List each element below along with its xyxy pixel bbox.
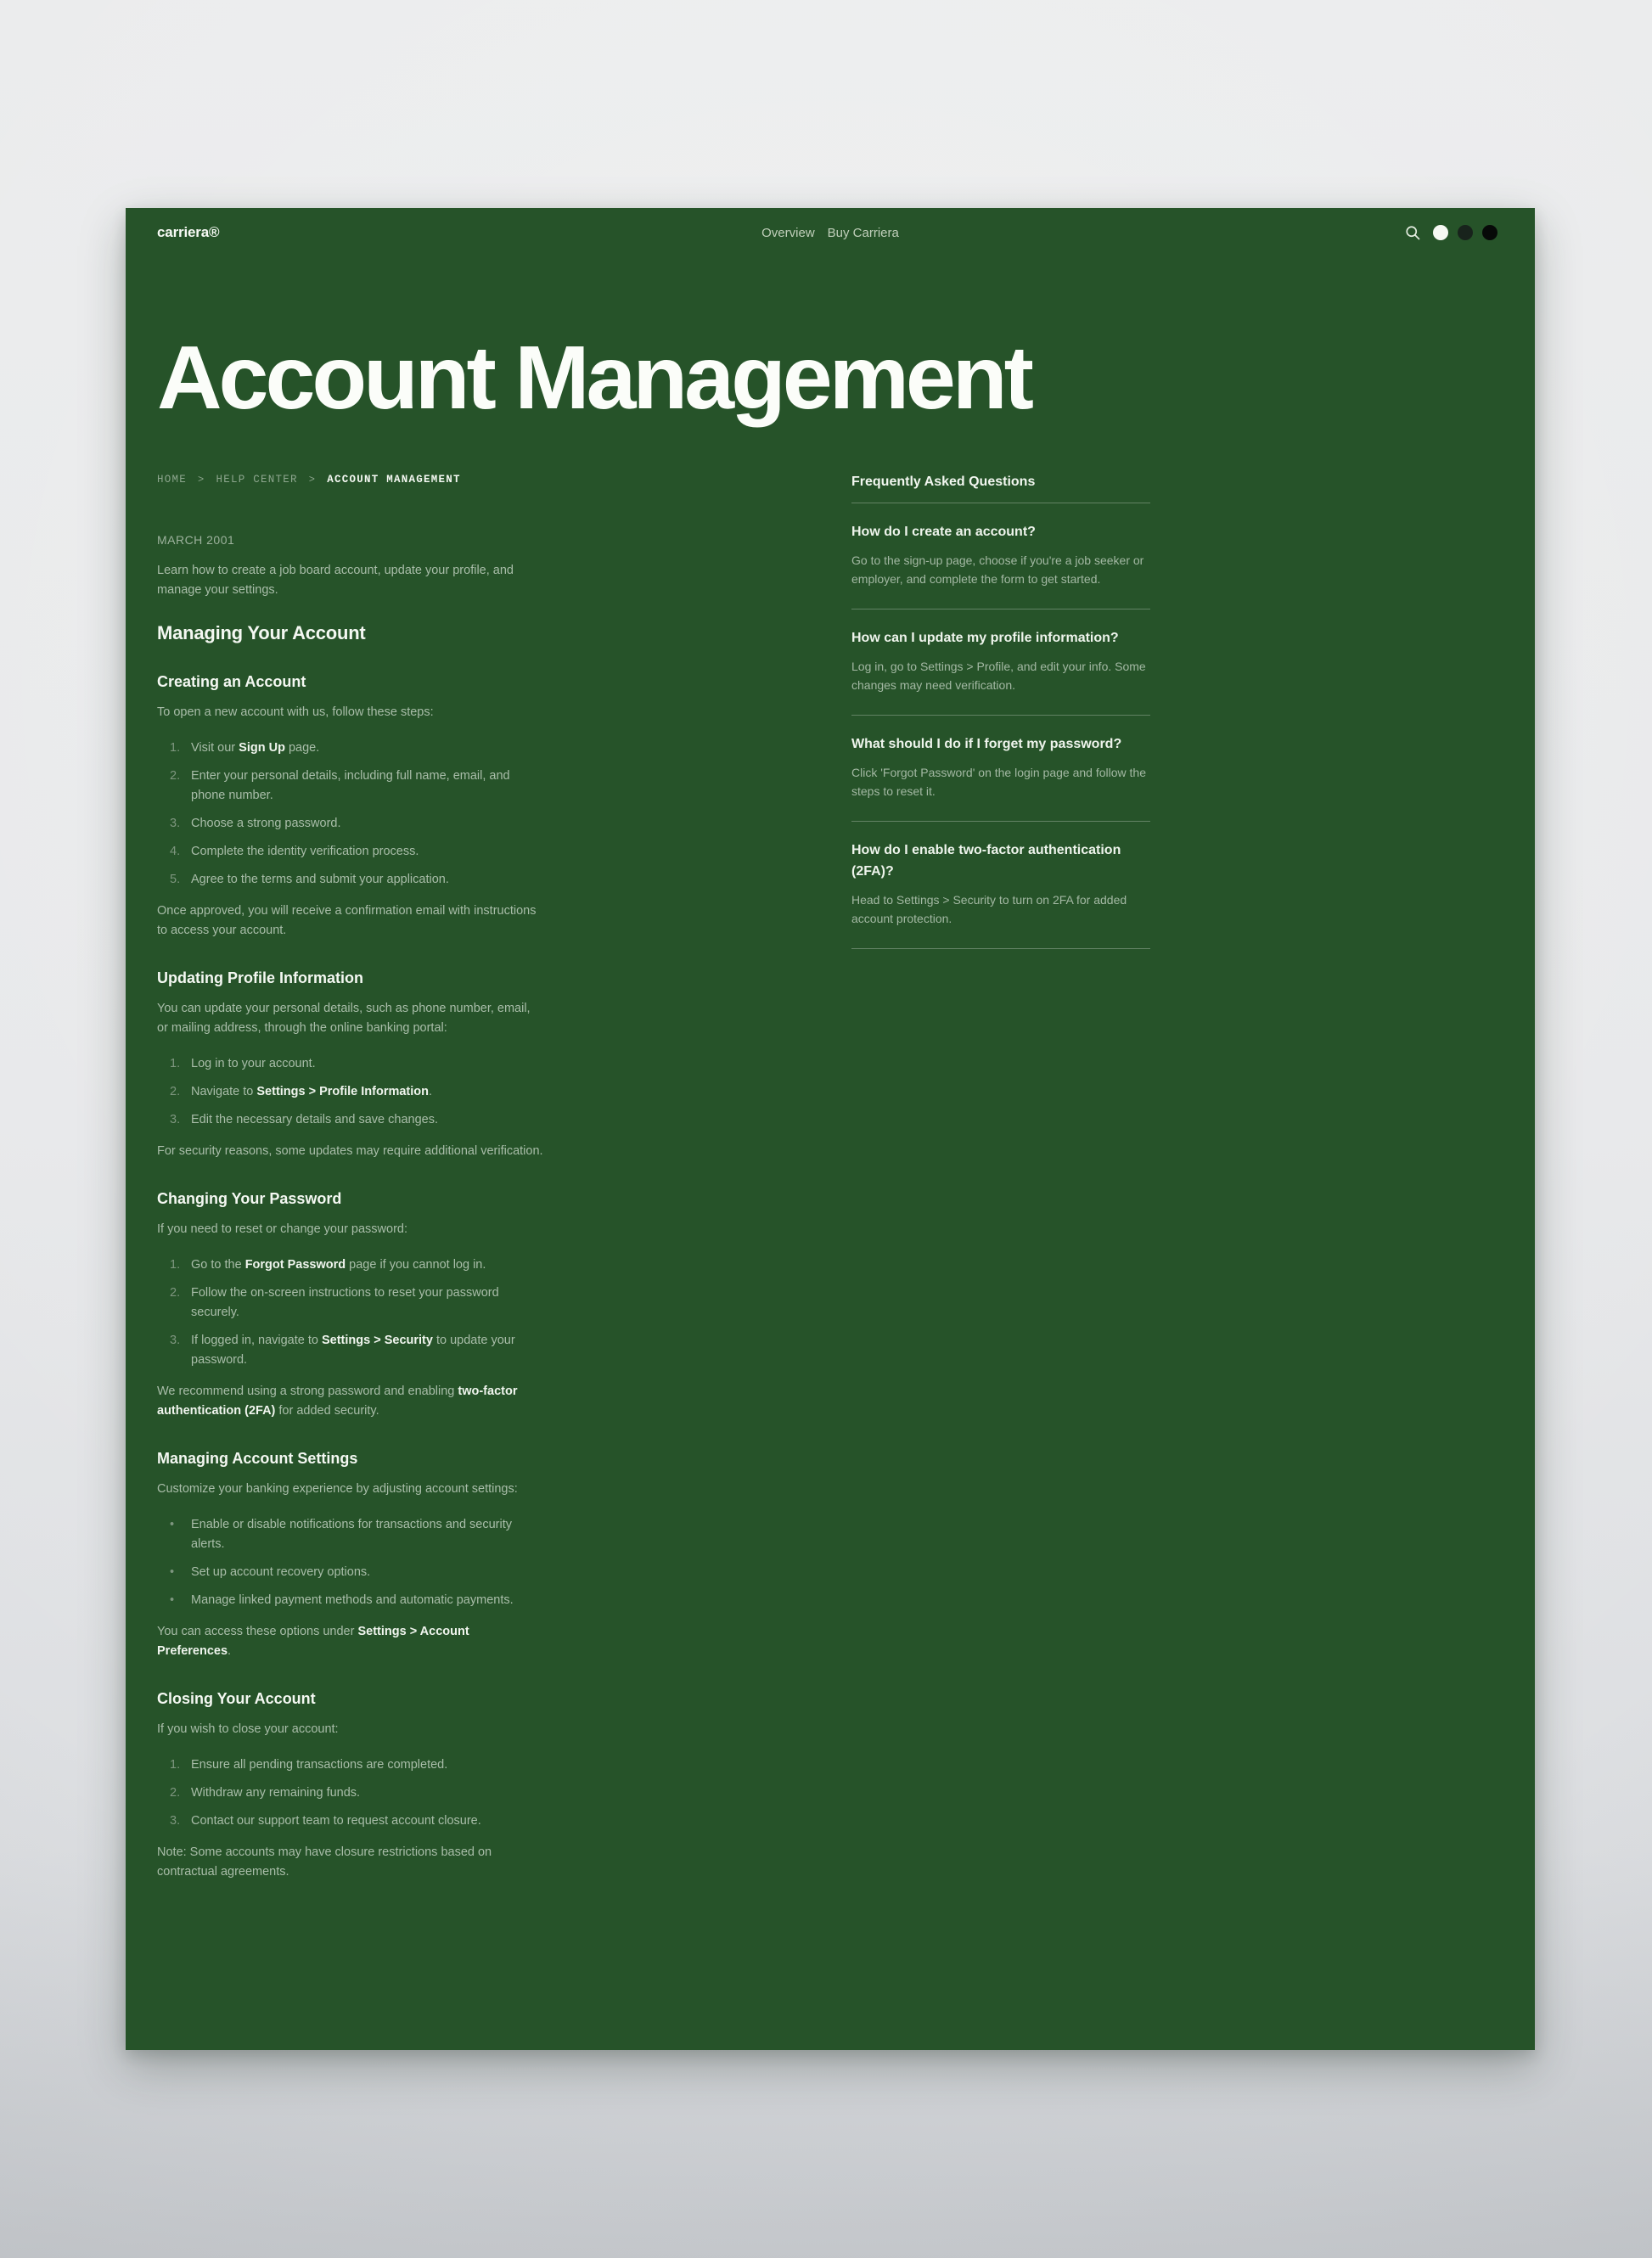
bullet-list-item bbox=[157, 1515, 543, 1554]
inline-bold-text: Forgot Password bbox=[244, 1257, 346, 1272]
list-item-text bbox=[191, 1563, 543, 1582]
article-section bbox=[157, 1190, 543, 1421]
faq-answer: Go to the sign-up page, choose if you're a job seeker or employer, and complete the form to get started. bbox=[851, 553, 1144, 586]
breadcrumb-item-home[interactable]: HOME bbox=[157, 473, 188, 486]
theme-swatch-dark-green[interactable] bbox=[1458, 225, 1473, 240]
breadcrumb-separator-icon: > bbox=[198, 473, 205, 486]
search-icon[interactable] bbox=[1404, 224, 1421, 241]
article-date: MARCH 2001 bbox=[157, 532, 235, 547]
ordered-list-item bbox=[157, 1755, 543, 1775]
inline-text: Navigate to bbox=[191, 1084, 257, 1098]
article-intro: Learn how to create a job board account, update your profile, and manage your settings. bbox=[157, 563, 514, 597]
article-section bbox=[157, 969, 543, 1161]
ordered-list-item bbox=[157, 1331, 543, 1370]
inline-text: You can update your personal details, such as phone number, email, or mailing address, through the online banking portal: bbox=[157, 1001, 531, 1035]
paragraph bbox=[157, 1720, 543, 1739]
inline-bold-text: two-factor authentication (2FA) bbox=[157, 1384, 518, 1418]
list-number: 1. bbox=[170, 1257, 181, 1272]
paragraph bbox=[157, 999, 543, 1038]
list-number: 4. bbox=[170, 844, 181, 858]
bullet-icon: • bbox=[170, 1564, 175, 1579]
page-title: Account Management bbox=[157, 328, 1031, 428]
inline-text: Visit our bbox=[191, 740, 239, 755]
inline-text: Note: Some accounts may have closure restrictions based on contractual agreements. bbox=[157, 1845, 492, 1879]
ordered-list-item bbox=[157, 1783, 543, 1803]
bullet-list-item bbox=[157, 1591, 543, 1610]
list-number: 2. bbox=[170, 1084, 181, 1098]
brand-logo[interactable]: carriera® bbox=[157, 224, 220, 240]
inline-bold-text: Settings > Profile Information bbox=[256, 1084, 430, 1098]
faq-item bbox=[851, 503, 1150, 609]
inline-text: Edit the necessary details and save changes. bbox=[191, 1112, 438, 1126]
ordered-list bbox=[157, 739, 543, 890]
nav-link-buy-carriera[interactable]: Buy Carriera bbox=[827, 225, 899, 240]
list-item-text bbox=[191, 1283, 543, 1323]
list-item-text bbox=[191, 767, 543, 806]
section-heading: Creating an Account bbox=[157, 672, 306, 690]
inline-text: Complete the identity verification process. bbox=[191, 844, 419, 858]
list-item-text bbox=[191, 814, 543, 834]
ordered-list-item bbox=[157, 1054, 543, 1074]
article-sections bbox=[157, 673, 543, 1882]
faq-column bbox=[851, 474, 1150, 949]
inline-text: Log in to your account. bbox=[191, 1056, 316, 1070]
ordered-list bbox=[157, 1255, 543, 1370]
faq-list bbox=[851, 503, 1150, 949]
breadcrumb-item-account-management: ACCOUNT MANAGEMENT bbox=[327, 473, 461, 486]
inline-text: We recommend using a strong password and enabling bbox=[157, 1384, 458, 1398]
nav-link-overview[interactable]: Overview bbox=[761, 225, 815, 240]
inline-text: Ensure all pending transactions are completed. bbox=[191, 1757, 448, 1772]
ordered-list-item bbox=[157, 1110, 543, 1130]
inline-text: You can access these options under bbox=[157, 1624, 358, 1638]
ordered-list-item bbox=[157, 739, 543, 758]
inline-text: Withdraw any remaining funds. bbox=[191, 1785, 361, 1800]
faq-item bbox=[851, 609, 1150, 716]
list-item-text bbox=[191, 1591, 543, 1610]
inline-text: Contact our support team to request account closure. bbox=[191, 1813, 481, 1828]
inline-text: . bbox=[429, 1084, 433, 1098]
article-section bbox=[157, 1450, 543, 1661]
list-number: 2. bbox=[170, 1285, 181, 1300]
paragraph bbox=[157, 1480, 543, 1499]
faq-question: What should I do if I forget my password? bbox=[851, 736, 1122, 751]
list-item-text bbox=[191, 1515, 543, 1554]
list-item-text bbox=[191, 1811, 543, 1831]
inline-text: to update your password. bbox=[191, 1333, 515, 1367]
bullet-icon: • bbox=[170, 1592, 175, 1607]
inline-text: Set up account recovery options. bbox=[191, 1564, 371, 1579]
list-number: 3. bbox=[170, 816, 181, 830]
list-item-text bbox=[191, 1755, 543, 1775]
list-item-text bbox=[191, 870, 543, 890]
list-item-text bbox=[191, 1054, 543, 1074]
article-column bbox=[157, 474, 543, 1882]
inline-text: page. bbox=[284, 740, 320, 755]
ordered-list bbox=[157, 1054, 543, 1130]
paragraph bbox=[157, 1843, 543, 1882]
help-center-page bbox=[126, 208, 1535, 2050]
faq-item bbox=[851, 716, 1150, 822]
paragraph bbox=[157, 1220, 543, 1239]
top-nav bbox=[126, 208, 1535, 245]
article-section bbox=[157, 1690, 543, 1882]
article-main-heading: Managing Your Account bbox=[157, 621, 366, 643]
paragraph bbox=[157, 1382, 543, 1421]
list-number: 2. bbox=[170, 768, 181, 783]
bullet-list bbox=[157, 1515, 543, 1610]
section-heading: Changing Your Password bbox=[157, 1189, 342, 1207]
bullet-icon: • bbox=[170, 1517, 175, 1531]
breadcrumb bbox=[157, 474, 543, 486]
list-item-text bbox=[191, 1255, 543, 1275]
inline-text: If logged in, navigate to bbox=[191, 1333, 322, 1347]
paragraph bbox=[157, 703, 543, 722]
ordered-list-item bbox=[157, 767, 543, 806]
faq-item bbox=[851, 822, 1150, 949]
ordered-list-item bbox=[157, 870, 543, 890]
breadcrumb-item-help-center[interactable]: HELP CENTER bbox=[216, 473, 298, 486]
paragraph bbox=[157, 1622, 543, 1661]
breadcrumb-separator-icon: > bbox=[308, 473, 317, 486]
inline-text: For security reasons, some updates may require additional verification. bbox=[157, 1143, 543, 1158]
inline-text: Manage linked payment methods and automatic payments. bbox=[191, 1592, 514, 1607]
inline-text: Enable or disable notifications for transactions and security alerts. bbox=[191, 1517, 513, 1551]
inline-text: Follow the on-screen instructions to reset your password securely. bbox=[191, 1285, 499, 1319]
article-section bbox=[157, 673, 543, 941]
inline-text: page if you cannot log in. bbox=[346, 1257, 486, 1272]
ordered-list bbox=[157, 1755, 543, 1831]
ordered-list-item bbox=[157, 1255, 543, 1275]
list-number: 1. bbox=[170, 740, 181, 755]
content-columns bbox=[157, 474, 1503, 1882]
list-item-text bbox=[191, 1110, 543, 1130]
list-item-text bbox=[191, 739, 543, 758]
list-number: 3. bbox=[170, 1333, 181, 1347]
list-item-text bbox=[191, 1783, 543, 1803]
ordered-list-item bbox=[157, 1082, 543, 1102]
list-item-text bbox=[191, 1331, 543, 1370]
inline-bold-text: Sign Up bbox=[239, 740, 285, 755]
inline-bold-text: Settings > Account Preferences bbox=[157, 1624, 469, 1658]
faq-question: How do I enable two-factor authentication (2FA)? bbox=[851, 842, 1121, 879]
ordered-list-item bbox=[157, 1283, 543, 1323]
section-heading: Managing Account Settings bbox=[157, 1449, 358, 1467]
faq-heading: Frequently Asked Questions bbox=[851, 474, 1150, 503]
faq-answer: Click 'Forgot Password' on the login page and follow the steps to reset it. bbox=[851, 765, 1146, 798]
list-item-text bbox=[191, 842, 543, 862]
inline-text: If you wish to close your account: bbox=[157, 1722, 339, 1736]
list-item-text bbox=[191, 1082, 543, 1102]
inline-text: . bbox=[228, 1643, 232, 1658]
inline-text: for added security. bbox=[275, 1403, 379, 1418]
list-number: 1. bbox=[170, 1757, 181, 1772]
list-number: 1. bbox=[170, 1056, 181, 1070]
list-number: 5. bbox=[170, 872, 181, 886]
section-heading: Updating Profile Information bbox=[157, 969, 363, 986]
list-number: 3. bbox=[170, 1112, 181, 1126]
inline-bold-text: Settings > Security bbox=[321, 1333, 433, 1347]
faq-answer: Head to Settings > Security to turn on 2FA for added account protection. bbox=[851, 892, 1127, 925]
bullet-list-item bbox=[157, 1563, 543, 1582]
nav-links bbox=[761, 226, 899, 240]
inline-text: Once approved, you will receive a confirmation email with instructions to access your account. bbox=[157, 903, 537, 937]
theme-swatch-black[interactable] bbox=[1482, 225, 1497, 240]
faq-question: How can I update my profile information? bbox=[851, 630, 1119, 645]
inline-text: Customize your banking experience by adjusting account settings: bbox=[157, 1481, 518, 1496]
inline-text: Go to the bbox=[191, 1257, 245, 1272]
nav-right-cluster bbox=[1404, 224, 1497, 241]
ordered-list-item bbox=[157, 1811, 543, 1831]
list-number: 3. bbox=[170, 1813, 181, 1828]
inline-text: Agree to the terms and submit your application. bbox=[191, 872, 449, 886]
inline-text: If you need to reset or change your password: bbox=[157, 1222, 408, 1236]
ordered-list-item bbox=[157, 842, 543, 862]
section-heading: Closing Your Account bbox=[157, 1689, 316, 1707]
theme-swatch-white[interactable] bbox=[1433, 225, 1448, 240]
inline-text: Enter your personal details, including full name, email, and phone number. bbox=[191, 768, 510, 802]
faq-question: How do I create an account? bbox=[851, 524, 1036, 539]
paragraph bbox=[157, 1142, 543, 1161]
paragraph bbox=[157, 902, 543, 941]
ordered-list-item bbox=[157, 814, 543, 834]
faq-answer: Log in, go to Settings > Profile, and edit your info. Some changes may need verification. bbox=[851, 659, 1146, 692]
inline-text: Choose a strong password. bbox=[191, 816, 341, 830]
inline-text: To open a new account with us, follow these steps: bbox=[157, 705, 434, 719]
list-number: 2. bbox=[170, 1785, 181, 1800]
